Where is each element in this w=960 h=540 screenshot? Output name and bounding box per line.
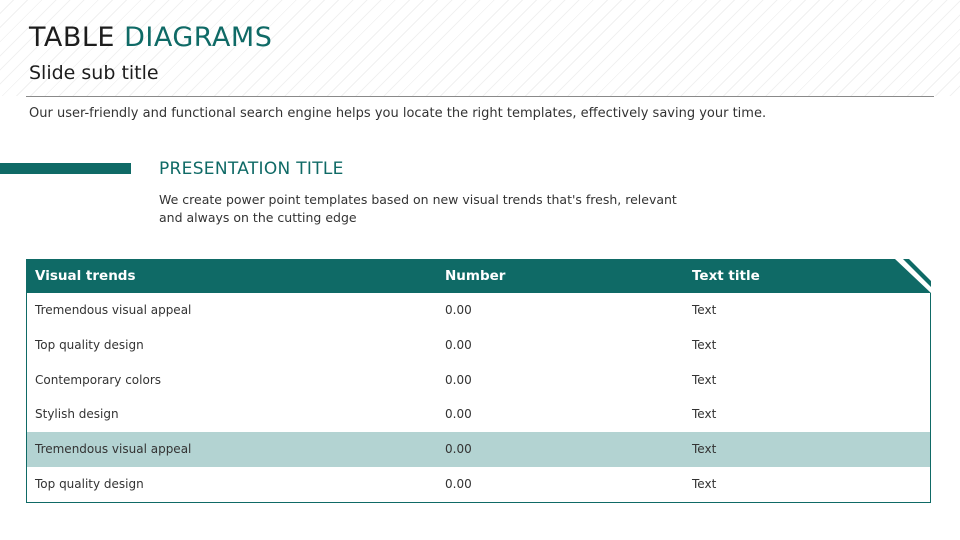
data-table <box>26 259 931 503</box>
slide-title-accent: DIAGRAMS <box>124 22 273 53</box>
cell-number: 0.00 <box>445 303 472 317</box>
presentation-title: PRESENTATION TITLE <box>159 159 344 179</box>
cell-text: Text <box>692 442 717 457</box>
cell-trend: Stylish design <box>35 407 119 422</box>
table-row <box>27 467 930 502</box>
cell-trend: Top quality design <box>35 476 144 491</box>
cell-text: Text <box>692 372 717 387</box>
cell-trend: Tremendous visual appeal <box>35 303 192 317</box>
cell-number: 0.00 <box>445 476 472 491</box>
cell-text: Text <box>692 476 717 491</box>
table-row <box>27 328 930 363</box>
cell-text: Text <box>692 337 717 352</box>
table-header-row <box>27 260 930 293</box>
cell-trend: Top quality design <box>35 337 144 352</box>
header-visual-trends: Visual trends <box>35 268 136 284</box>
table-row <box>27 293 930 328</box>
accent-side-bar <box>0 163 131 174</box>
header-divider <box>26 96 934 97</box>
intro-text: Our user-friendly and functional search engine helps you locate the right templates, effectively saving your time. <box>29 106 767 121</box>
presentation-description: We create power point templates based on new visual trends that's fresh, relevant and always on the cutting edge <box>159 192 677 225</box>
table-row <box>27 397 930 432</box>
slide-title <box>29 22 272 54</box>
table-row-highlighted <box>27 432 930 467</box>
corner-fold-decoration <box>895 259 931 293</box>
header-number: Number <box>445 268 506 284</box>
cell-trend: Contemporary colors <box>35 372 161 387</box>
slide-subtitle: Slide sub title <box>29 62 159 84</box>
cell-number: 0.00 <box>445 442 472 457</box>
slide-title-main: TABLE <box>29 22 115 53</box>
header-text-title: Text title <box>692 268 760 284</box>
cell-text: Text <box>692 407 717 422</box>
cell-number: 0.00 <box>445 337 472 352</box>
table-row <box>27 363 930 398</box>
cell-number: 0.00 <box>445 407 472 422</box>
cell-text: Text <box>692 303 717 317</box>
cell-number: 0.00 <box>445 372 472 387</box>
cell-trend: Tremendous visual appeal <box>35 442 192 457</box>
